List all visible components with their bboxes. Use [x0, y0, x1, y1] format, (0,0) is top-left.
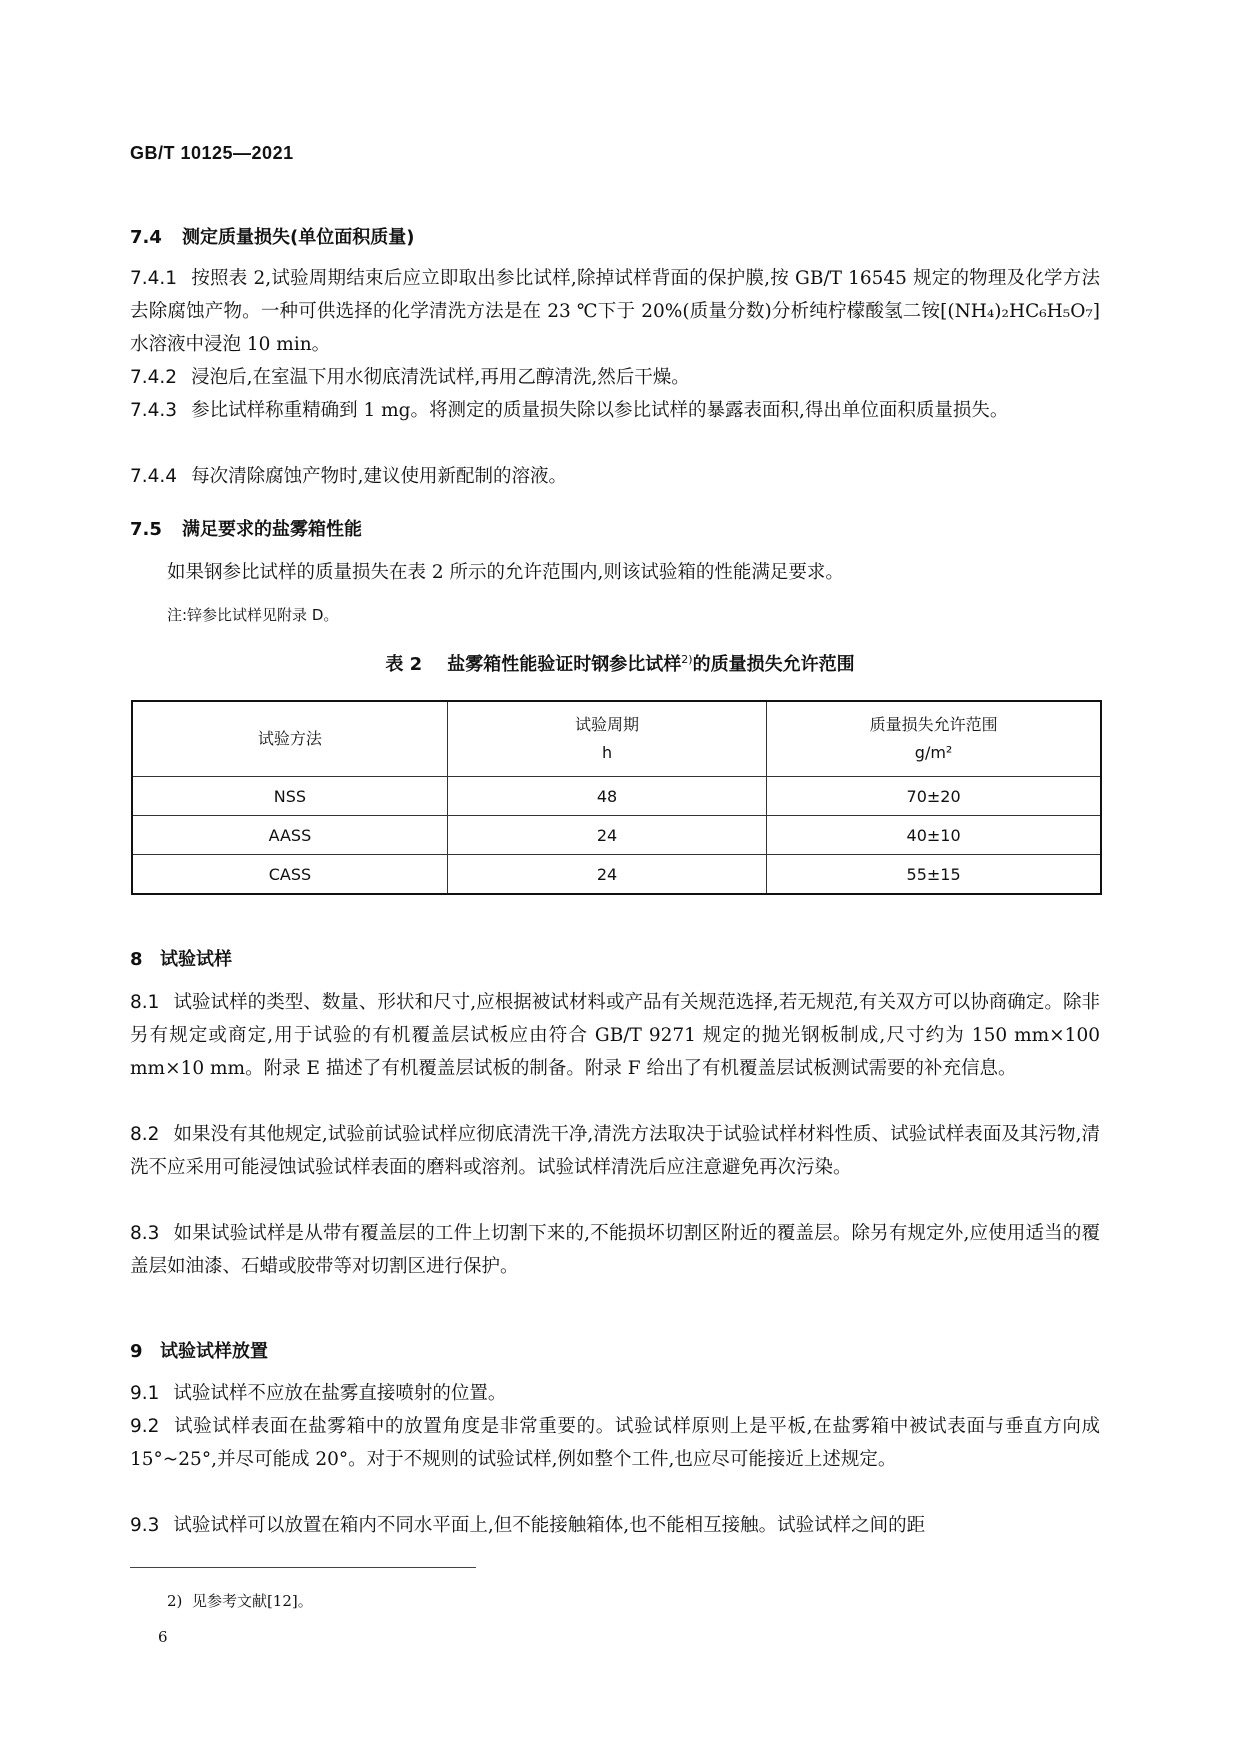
section-9-heading [130, 1337, 268, 1363]
cell-range: 40±10 [767, 816, 1101, 855]
cell-period: 48 [447, 777, 766, 816]
note: 注:锌参比试样见附录 D。 [167, 606, 339, 624]
unit-label: h [601, 743, 613, 762]
clause-number: 8.1 [130, 992, 160, 1013]
clause-text: 按照表 2,试验周期结束后应立即取出参比试样,除掉试样背面的保护膜,按 GB/T 16545 规定的物理及化学方法去除腐蚀产物。一种可供选择的化学清洗方法是在 23 ℃下于 20%(质量分数)分析纯柠檬酸氢二铵[(NH₄)₂HC₆H₅O₇]水溶液中浸泡 10 min。 [130, 268, 1100, 355]
clause-number: 8.3 [130, 1223, 160, 1244]
clause-number: 9.2 [130, 1416, 160, 1437]
section-title: 试验试样 [160, 949, 232, 970]
clause-number: 9.1 [130, 1383, 160, 1404]
table-row [132, 855, 1101, 895]
cell-method: AASS [132, 816, 447, 855]
clause-text: 每次清除腐蚀产物时,建议使用新配制的溶液。 [191, 466, 567, 487]
section-7-4-heading [130, 223, 414, 249]
footnote [167, 1590, 313, 1611]
paragraph-7-4-3 [130, 394, 1100, 427]
header-test-period: 试验周期 h [447, 701, 766, 777]
section-number: 9 [130, 1341, 143, 1362]
cell-period: 24 [447, 855, 766, 895]
cell-method: CASS [132, 855, 447, 895]
unit-label: g/m² [914, 743, 953, 762]
paragraph-9-1 [130, 1377, 1100, 1410]
clause-number: 8.2 [130, 1124, 160, 1145]
clause-text: 试验试样的类型、数量、形状和尺寸,应根据被试材料或产品有关规范选择,若无规范,有关双方可以协商确定。除非另有规定或商定,用于试验的有机覆盖层试板应由符合 GB/T 9271 规定的抛光钢板制成,尺寸约为 150 mm×100 mm×10 mm。附录 E 描述了有机覆盖层试板的制备。附录 F 给出了有机覆盖层试板测试需要的补充信息。 [130, 992, 1100, 1079]
clause-text: 参比试样称重精确到 1 mg。将测定的质量损失除以参比试样的暴露表面积,得出单位面积质量损失。 [191, 400, 1009, 421]
section-title: 满足要求的盐雾箱性能 [182, 519, 362, 540]
paragraph-7-5 [130, 556, 1100, 589]
clause-text: 试验试样表面在盐雾箱中的放置角度是非常重要的。试验试样原则上是平板,在盐雾箱中被试表面与垂直方向成 15°~25°,并尽可能成 20°。对于不规则的试验试样,例如整个工件,也应尽可能接近上述规定。 [130, 1416, 1100, 1470]
table-row [132, 777, 1101, 816]
table-caption-suffix: 的质量损失允许范围 [692, 654, 855, 675]
table-title [0, 650, 1240, 676]
paragraph-8-2 [130, 1118, 1100, 1184]
footnote-text: 见参考文献[12]。 [191, 1592, 313, 1610]
standard-code: GB/T 10125—2021 [130, 143, 294, 163]
cell-range: 55±15 [767, 855, 1101, 895]
mass-loss-table [131, 700, 1102, 895]
section-number: 8 [130, 949, 143, 970]
paragraph-9-2 [130, 1410, 1100, 1476]
clause-number: 7.4.3 [130, 400, 178, 421]
paragraph-8-1 [130, 986, 1100, 1085]
table-number: 表 2 [385, 654, 423, 675]
footnote-marker: 2) [681, 653, 693, 666]
cell-range: 70±20 [767, 777, 1101, 816]
footnote-divider [130, 1567, 476, 1568]
clause-text: 如果试验试样是从带有覆盖层的工件上切割下来的,不能损坏切割区附近的覆盖层。除另有规定外,应使用适当的覆盖层如油漆、石蜡或胶带等对切割区进行保护。 [130, 1223, 1100, 1277]
paragraph-text: 如果钢参比试样的质量损失在表 2 所示的允许范围内,则该试验箱的性能满足要求。 [167, 562, 844, 583]
footnote-marker: 2) [167, 1592, 183, 1610]
section-title: 试验试样放置 [160, 1341, 268, 1362]
clause-number: 7.4.1 [130, 268, 178, 289]
paragraph-8-3 [130, 1217, 1100, 1283]
header-test-method: 试验方法 [132, 701, 447, 777]
paragraph-9-3 [130, 1509, 1100, 1542]
paragraph-7-4-2 [130, 361, 1100, 394]
section-number: 7.4 [130, 227, 162, 248]
clause-text: 试验试样不应放在盐雾直接喷射的位置。 [173, 1383, 507, 1404]
paragraph-7-4-1 [130, 262, 1100, 361]
header-mass-loss-range: 质量损失允许范围 g/m² [767, 701, 1101, 777]
table-row [132, 816, 1101, 855]
clause-text: 浸泡后,在室温下用水彻底清洗试样,再用乙醇清洗,然后干燥。 [191, 367, 690, 388]
section-8-heading [130, 945, 232, 971]
clause-text: 试验试样可以放置在箱内不同水平面上,但不能接触箱体,也不能相互接触。试验试样之间的距 [173, 1515, 926, 1536]
clause-number: 7.4.4 [130, 466, 178, 487]
cell-period: 24 [447, 816, 766, 855]
clause-text: 如果没有其他规定,试验前试验试样应彻底清洗干净,清洗方法取决于试验试样材料性质、试验试样表面及其污物,清洗不应采用可能浸蚀试验试样表面的磨料或溶剂。试验试样清洗后应注意避免再次污染。 [130, 1124, 1100, 1178]
paragraph-7-4-4 [130, 460, 1100, 493]
section-number: 7.5 [130, 519, 162, 540]
table-caption: 盐雾箱性能验证时钢参比试样 [447, 654, 682, 675]
section-title: 测定质量损失(单位面积质量) [182, 227, 415, 248]
page-number: 6 [158, 1628, 168, 1646]
clause-number: 9.3 [130, 1515, 160, 1536]
cell-method: NSS [132, 777, 447, 816]
clause-number: 7.4.2 [130, 367, 178, 388]
table-header-row [132, 701, 1101, 777]
section-7-5-heading [130, 515, 362, 541]
